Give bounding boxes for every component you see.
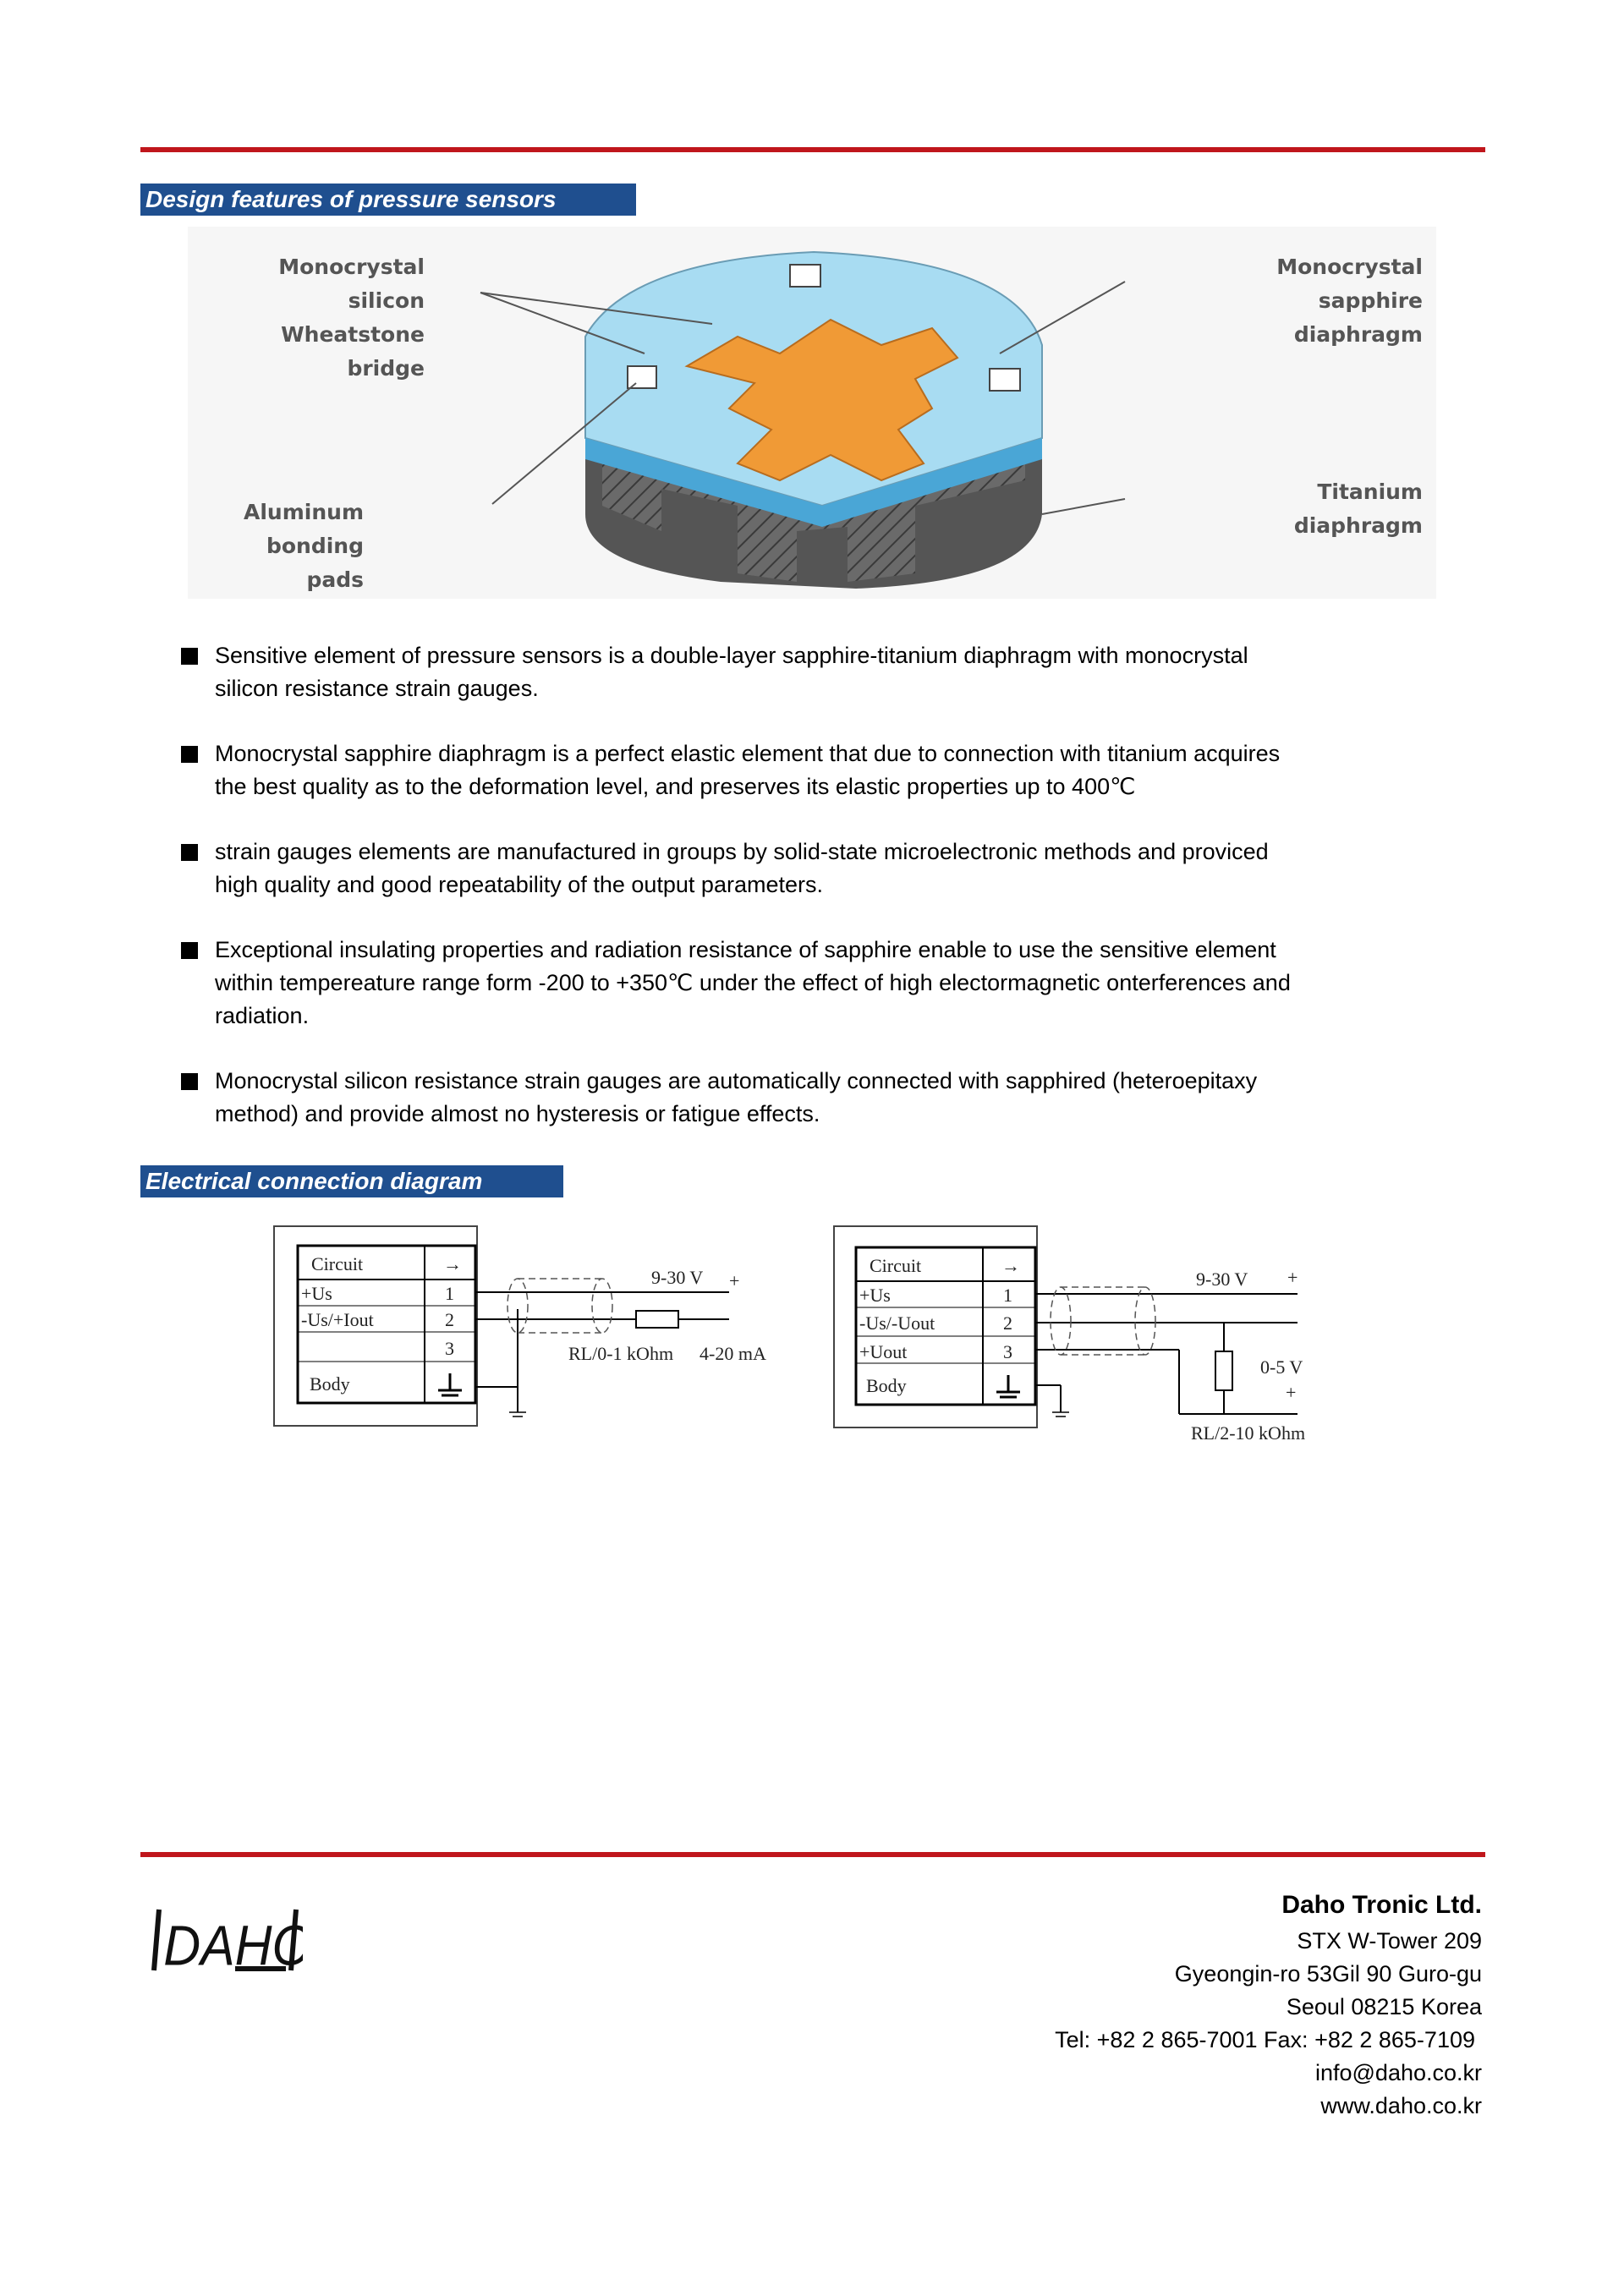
address-line-3: Seoul 08215 Korea [1286,1994,1482,2019]
ground-icon [996,1375,1020,1397]
bullet-line: silicon resistance strain gauges. [215,676,539,701]
phone-fax: Tel: +82 2 865-7001 Fax: +82 2 865-7109 [1055,2027,1475,2052]
pin-label: +Us [301,1283,332,1304]
bullet-line: radiation. [215,1003,310,1028]
bullet-line: Exceptional insulating properties and radiation resistance of sapphire enable to use the sensitive element [215,937,1276,962]
plus-label: + [1287,1267,1298,1288]
sensor-cutaway-figure [188,227,1436,599]
output-voltage-label: 0-5 V [1260,1356,1303,1378]
logo-text: DAHO [163,1913,303,1978]
pin-number: 2 [1003,1312,1012,1334]
load-resistance-label: RL/0-1 kOhm [568,1343,674,1364]
label-pads-line2: bonding pads [266,534,364,592]
connector-icon: → [443,1253,462,1274]
pin-number: 3 [1003,1341,1012,1362]
section-header-electrical: Electrical connection diagram [140,1165,563,1197]
email-link[interactable]: info@daho.co.kr [1314,2060,1482,2085]
supply-voltage-label: 9-30 V [651,1267,704,1288]
pin-label: Body [866,1375,907,1396]
bullet-square-icon [181,648,198,665]
bullet-line: strain gauges elements are manufactured in groups by solid-state microelectronic methods and proviced [215,839,1269,864]
output-signal-label: 4-20 mA [700,1343,766,1364]
website-link[interactable]: www.daho.co.kr [1320,2093,1482,2118]
pin-number: 3 [445,1338,454,1359]
bullet-line: method) and provide almost no hysteresis or fatigue effects. [215,1101,820,1126]
pin-label: Body [310,1373,350,1395]
bullet-line: the best quality as to the deformation level, and preserves its elastic properties up to 400℃ [215,774,1136,799]
pin-label: +Uout [859,1341,908,1362]
list-item [181,1065,1416,1131]
bullet-line: Sensitive element of pressure sensors is a double-layer sapphire-titanium diaphragm with monocrystal [215,643,1248,668]
bullet-square-icon [181,1073,198,1090]
list-item [181,639,1416,705]
wiring-diagram-2-svg [832,1225,1357,1453]
connector-icon: → [1001,1255,1020,1276]
bullet-line: Monocrystal silicon resistance strain gauges are automatically connected with sapphired (heteroepitaxy [215,1068,1258,1093]
label-sapphire-line1: Monocrystal [1276,255,1423,279]
top-rule [140,147,1485,152]
supply-voltage-label: 9-30 V [1196,1269,1248,1290]
feature-list [181,639,1416,1131]
ground-icon [1052,1412,1069,1417]
ground-icon [509,1412,526,1417]
label-titanium-diaphragm: Titanium diaphragm [1293,479,1423,538]
label-bridge-line1: Monocrystal silicon [278,255,425,313]
address-line-2: Gyeongin-ro 53Gil 90 Guro-gu [1174,1961,1482,1986]
bullet-line: within tempereature range form -200 to +350℃ under the effect of high electormagnetic onterferences and [215,970,1291,995]
label-pads-line1: Aluminum [244,500,364,524]
pin-label: +Us [859,1285,891,1306]
bullet-square-icon [181,942,198,959]
section-header-design: Design features of pressure sensors [140,184,636,216]
label-sapphire-diaphragm [1186,250,1423,352]
ground-icon [438,1373,462,1395]
bullet-line: high quality and good repeatability of the output parameters. [215,872,823,897]
pin-number: 1 [1003,1285,1012,1306]
wiring-diagram-1-svg [272,1225,814,1436]
label-bonding-pads [203,496,364,597]
pin-label: -Us/+Iout [301,1309,374,1330]
daho-logo-icon [151,1903,303,1979]
bullet-square-icon [181,844,198,861]
plus-label: + [1286,1382,1297,1403]
wiring-diagram-voltage [832,1225,1357,1457]
label-sapphire-line2: sapphire diaphragm [1293,288,1423,347]
load-resistance-label: RL/2-10 kOhm [1191,1422,1306,1444]
daho-logo [151,1903,303,1983]
circuit-header: Circuit [870,1255,922,1276]
bullet-line: Monocrystal sapphire diaphragm is a perfect elastic element that due to connection with titanium acquires [215,741,1281,766]
company-name: Daho Tronic Ltd. [1281,1891,1482,1919]
list-item [181,934,1416,1033]
label-bridge-line2: Wheatstone bridge [281,322,425,381]
circuit-header: Circuit [311,1253,364,1274]
pin-label: -Us/-Uout [859,1312,935,1334]
bullet-square-icon [181,746,198,763]
pin-number: 2 [445,1309,454,1330]
label-wheatstone-bridge [203,250,425,386]
pin-number: 1 [445,1283,454,1304]
list-item [181,836,1416,901]
address-line-1: STX W-Tower 209 [1297,1928,1482,1954]
list-item [181,737,1416,803]
plus-label: + [729,1270,740,1291]
wiring-diagram-current [272,1225,814,1440]
bottom-rule [140,1852,1485,1857]
